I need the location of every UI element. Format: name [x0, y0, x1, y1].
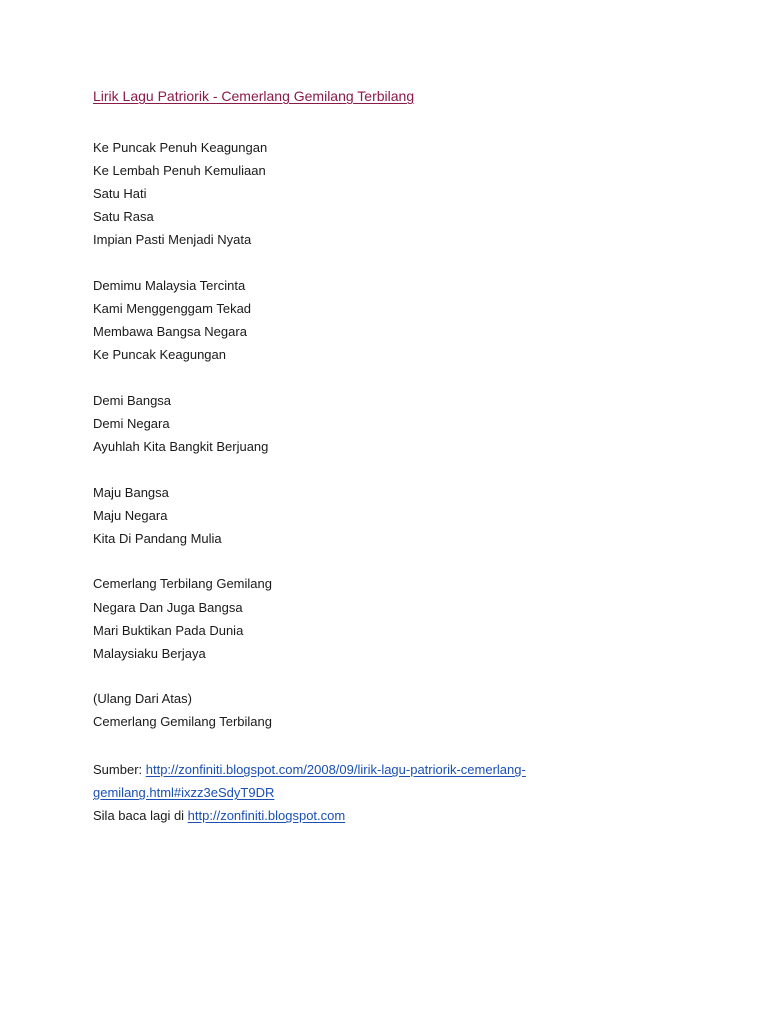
lyric-line: Demimu Malaysia Tercinta — [93, 277, 246, 293]
lyrics-stanza-2 — [93, 274, 272, 366]
lyrics-stanza-1 — [93, 136, 272, 251]
source-block — [93, 758, 593, 827]
lyric-line: Malaysiaku Berjaya — [93, 645, 206, 661]
read-more-link[interactable]: http://zonfiniti.blogspot.com — [187, 808, 346, 824]
lyric-line: Ke Puncak Keagungan — [93, 347, 226, 363]
lyric-line: Membawa Bangsa Negara — [93, 324, 247, 340]
lyrics-body — [93, 136, 272, 756]
lyric-line: Maju Negara — [93, 507, 168, 523]
lyric-line: Ke Lembah Penuh Kemuliaan — [93, 163, 266, 179]
lyric-line: Kami Menggenggam Tekad — [93, 301, 252, 317]
source-link-continued[interactable]: gemilang.html#ixzz3eSdyT9DR — [93, 785, 275, 801]
lyrics-stanza-3 — [93, 389, 272, 458]
lyric-line: Demi Bangsa — [93, 392, 172, 408]
source-label: Sumber: — [93, 762, 146, 777]
lyric-line: Mari Buktikan Pada Dunia — [93, 622, 244, 638]
source-link[interactable]: http://zonfiniti.blogspot.com/2008/09/lirik-lagu-patriorik-cemerlang- — [145, 762, 526, 777]
source-row-continued — [93, 781, 593, 804]
document-title[interactable]: Lirik Lagu Patriorik - Cemerlang Gemilang Terbilang — [93, 88, 415, 104]
lyrics-stanza-6 — [93, 687, 272, 733]
lyrics-stanza-4 — [93, 481, 272, 550]
lyric-line: Maju Bangsa — [93, 484, 169, 500]
lyric-line: Demi Negara — [93, 415, 170, 431]
lyric-line: Negara Dan Juga Bangsa — [93, 599, 243, 615]
lyric-line: Impian Pasti Menjadi Nyata — [93, 232, 252, 248]
lyric-line: Ke Puncak Penuh Keagungan — [93, 140, 268, 155]
read-more-label: Sila baca lagi di — [93, 808, 188, 824]
lyric-line: (Ulang Dari Atas) — [93, 691, 192, 707]
lyric-line: Satu Rasa — [93, 209, 154, 225]
lyric-line: Satu Hati — [93, 186, 147, 202]
lyric-line: Cemerlang Gemilang Terbilang — [93, 714, 272, 730]
lyric-line: Cemerlang Terbilang Gemilang — [93, 576, 272, 592]
lyric-line: Kita Di Pandang Mulia — [93, 530, 222, 546]
source-row — [93, 758, 593, 781]
lyrics-stanza-5 — [93, 572, 272, 664]
read-more-row — [93, 804, 593, 827]
lyric-line: Ayuhlah Kita Bangkit Berjuang — [93, 439, 269, 455]
